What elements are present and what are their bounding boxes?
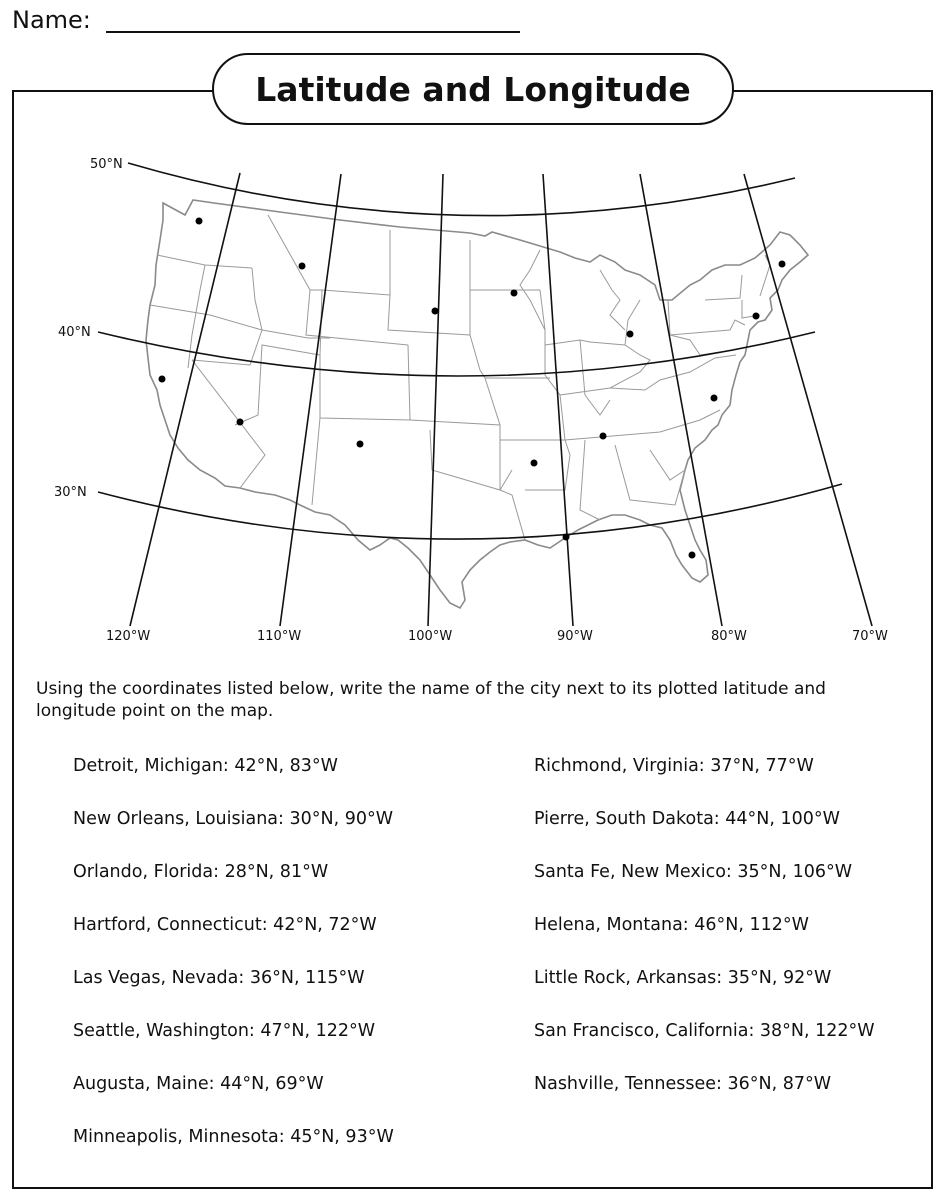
city-item: Seattle, Washington: 47°N, 122°W bbox=[73, 1021, 376, 1041]
instructions-text: Using the coordinates listed below, write the name of the city next to its plotted latitude and longitude point on the map. bbox=[36, 679, 826, 721]
city-item: New Orleans, Louisiana: 30°N, 90°W bbox=[73, 809, 394, 829]
longitude-label-70w: 70°W bbox=[852, 629, 888, 644]
city-item: Detroit, Michigan: 42°N, 83°W bbox=[73, 756, 338, 776]
longitude-label-110w: 110°W bbox=[257, 629, 302, 644]
city-list-left bbox=[73, 754, 394, 1178]
city-item: Santa Fe, New Mexico: 35°N, 106°W bbox=[534, 862, 853, 882]
map-point bbox=[563, 534, 570, 541]
city-list-right bbox=[534, 754, 875, 1125]
city-item: Orlando, Florida: 28°N, 81°W bbox=[73, 862, 329, 882]
map-point bbox=[196, 218, 203, 225]
city-item: San Francisco, California: 38°N, 122°W bbox=[534, 1021, 875, 1041]
longitude-label-120w: 120°W bbox=[106, 629, 151, 644]
map-point bbox=[159, 376, 166, 383]
latitude-label-50n: 50°N bbox=[90, 157, 123, 172]
city-item: Little Rock, Arkansas: 35°N, 92°W bbox=[534, 968, 832, 988]
longitude-label-100w: 100°W bbox=[408, 629, 453, 644]
latitude-label-30n: 30°N bbox=[54, 485, 87, 500]
city-item: Richmond, Virginia: 37°N, 77°W bbox=[534, 756, 814, 776]
map-point bbox=[432, 308, 439, 315]
city-item: Nashville, Tennessee: 36°N, 87°W bbox=[534, 1074, 832, 1094]
city-item: Hartford, Connecticut: 42°N, 72°W bbox=[73, 915, 377, 935]
name-label: Name: bbox=[12, 6, 91, 34]
city-item: Las Vegas, Nevada: 36°N, 115°W bbox=[73, 968, 365, 988]
map-point bbox=[531, 460, 538, 467]
city-item: Pierre, South Dakota: 44°N, 100°W bbox=[534, 809, 840, 829]
worksheet-title: Latitude and Longitude bbox=[212, 53, 734, 125]
map-point bbox=[600, 433, 607, 440]
map-point bbox=[627, 331, 634, 338]
longitude-label-90w: 90°W bbox=[557, 629, 593, 644]
map-point bbox=[711, 395, 718, 402]
map-point bbox=[511, 290, 518, 297]
city-item: Augusta, Maine: 44°N, 69°W bbox=[73, 1074, 324, 1094]
longitude-line-70w bbox=[744, 174, 872, 626]
city-item: Minneapolis, Minnesota: 45°N, 93°W bbox=[73, 1127, 394, 1147]
map-point bbox=[753, 313, 760, 320]
map-point bbox=[237, 419, 244, 426]
latitude-label-40n: 40°N bbox=[58, 325, 91, 340]
map-point bbox=[779, 261, 786, 268]
map-point bbox=[299, 263, 306, 270]
us-outline bbox=[146, 200, 808, 608]
map-point bbox=[357, 441, 364, 448]
longitude-label-80w: 80°W bbox=[711, 629, 747, 644]
city-item: Helena, Montana: 46°N, 112°W bbox=[534, 915, 809, 935]
map-point bbox=[689, 552, 696, 559]
